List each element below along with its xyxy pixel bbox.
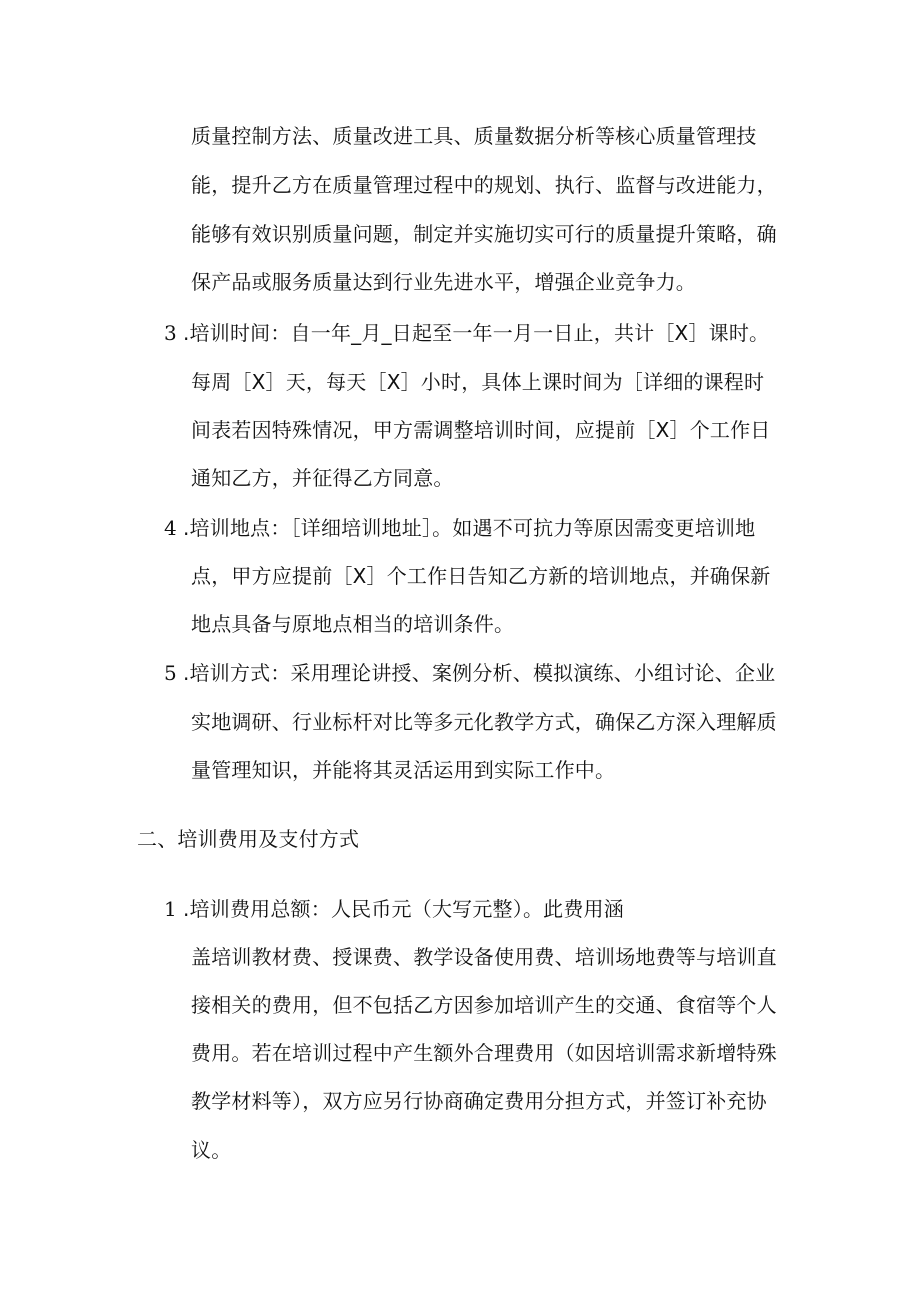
item-number: 3: [164, 321, 177, 345]
text-line: 议。: [191, 1138, 232, 1162]
item-number: 1: [164, 897, 177, 921]
section-heading: 二、培训费用及支付方式: [137, 827, 360, 851]
item-number: 5: [164, 661, 177, 685]
text-line: 能够有效识别质量问题，制定并实施切实可行的质量提升策略，确: [191, 222, 777, 246]
text-line: 费用。若在培训过程中产生额外合理费用（如因培训需求新增特殊: [191, 1041, 777, 1065]
text-line: .培训方式：采用理论讲授、案例分析、模拟演练、小组讨论、企业: [183, 661, 776, 685]
text-line: 质量控制方法、质量改进工具、质量数据分析等核心质量管理技: [191, 124, 757, 148]
text-line: 点，甲方应提前［X］个工作日告知乙方新的培训地点，并确保新: [191, 564, 771, 588]
text-line: 能，提升乙方在质量管理过程中的规划、执行、监督与改进能力，: [191, 173, 777, 197]
item-number: 4: [164, 516, 177, 540]
text-line: 量管理知识，并能将其灵活运用到实际工作中。: [191, 758, 616, 782]
text-line: 间表若因特殊情况，甲方需调整培训时间，应提前［X］个工作日: [191, 418, 771, 442]
text-line: 教学材料等），双方应另行协商确定费用分担方式，并签订补充协: [191, 1089, 767, 1113]
text-line: 实地调研、行业标杆对比等多元化教学方式，确保乙方深入理解质: [191, 710, 777, 734]
text-line: .培训时间：自一年_月_日起至一年一月一日止，共计［X］课时。: [183, 321, 770, 345]
text-line: .培训地点：［详细培训地址］。如遇不可抗力等原因需变更培训地: [183, 516, 756, 540]
text-line: 通知乙方，并征得乙方同意。: [191, 466, 454, 490]
text-line: 每周［X］天，每天［X］小时，具体上课时间为［详细的课程时: [191, 370, 765, 394]
text-line: .培训费用总额：人民币元（大写元整）。此费用涵: [183, 897, 624, 921]
text-line: 地点具备与原地点相当的培训条件。: [191, 612, 515, 636]
text-line: 盖培训教材费、授课费、教学设备使用费、培训场地费等与培训直: [191, 945, 777, 969]
text-line: 接相关的费用，但不包括乙方因参加培训产生的交通、食宿等个人: [191, 993, 777, 1017]
text-line: 保产品或服务质量达到行业先进水平，增强企业竞争力。: [191, 270, 696, 294]
